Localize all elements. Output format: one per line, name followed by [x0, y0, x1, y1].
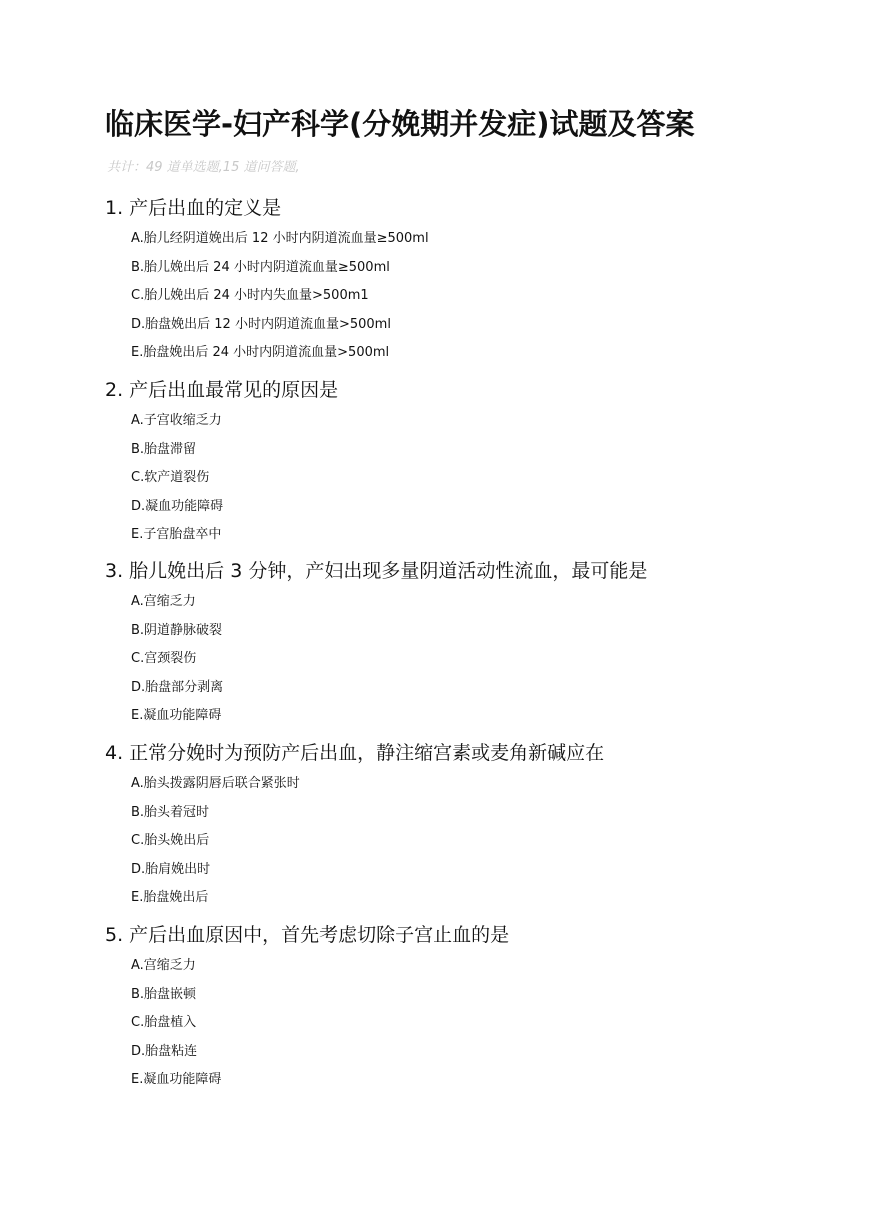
option-d: D.胎盘粘连 — [131, 1043, 198, 1059]
option-d: D.胎盘部分剥离 — [131, 679, 224, 695]
option-b: B.胎头着冠时 — [131, 804, 210, 820]
question-4 — [105, 740, 825, 918]
option-list — [105, 584, 825, 736]
question-5 — [105, 922, 825, 1100]
option-list — [105, 403, 825, 555]
option-b: B.胎盘滞留 — [131, 441, 197, 457]
question-3 — [105, 558, 825, 736]
question-count-summary: 共计：49 道单选题,15 道问答题, — [107, 160, 300, 175]
option-a: A.胎儿经阴道娩出后 12 小时内阴道流血量≥500ml — [131, 231, 429, 246]
option-b: B.阴道静脉破裂 — [131, 622, 223, 638]
option-d: D.胎肩娩出时 — [131, 861, 211, 877]
question-2 — [105, 377, 825, 555]
option-c: C.胎盘植入 — [131, 1015, 197, 1030]
question-1 — [105, 195, 825, 373]
option-list — [105, 766, 825, 918]
option-e: E.子宫胎盘卒中 — [131, 527, 222, 542]
option-e: E.凝血功能障碍 — [131, 1072, 222, 1087]
option-c: C.胎儿娩出后 24 小时内失血量>500m1 — [131, 288, 369, 303]
option-b: B.胎盘嵌顿 — [131, 986, 197, 1002]
option-c: C.胎头娩出后 — [131, 833, 210, 848]
option-list — [105, 948, 825, 1100]
option-c: C.宫颈裂伤 — [131, 651, 197, 666]
option-a: A.宫缩乏力 — [131, 958, 196, 973]
question-text: 4. 正常分娩时为预防产后出血，静注缩宫素或麦角新碱应在 — [105, 742, 605, 764]
option-list — [105, 221, 825, 373]
option-d: D.胎盘娩出后 12 小时内阴道流血量>500ml — [131, 316, 391, 332]
option-a: A.子宫收缩乏力 — [131, 413, 222, 428]
option-a: A.胎头拨露阴唇后联合紧张时 — [131, 776, 300, 791]
question-text: 2. 产后出血最常见的原因是 — [105, 379, 339, 401]
option-a: A.宫缩乏力 — [131, 594, 196, 609]
option-c: C.软产道裂伤 — [131, 470, 210, 485]
option-b: B.胎儿娩出后 24 小时内阴道流血量≥500ml — [131, 259, 390, 275]
question-text: 1. 产后出血的定义是 — [105, 197, 282, 219]
question-text: 3. 胎儿娩出后 3 分钟，产妇出现多量阴道活动性流血，最可能是 — [105, 560, 648, 582]
page-title: 临床医学-妇产科学(分娩期并发症)试题及答案 — [105, 107, 695, 141]
option-e: E.胎盘娩出后 24 小时内阴道流血量>500ml — [131, 345, 390, 360]
option-e: E.胎盘娩出后 — [131, 890, 209, 905]
option-e: E.凝血功能障碍 — [131, 708, 222, 723]
option-d: D.凝血功能障碍 — [131, 498, 224, 514]
question-text: 5. 产后出血原因中，首先考虑切除子宫止血的是 — [105, 924, 510, 946]
